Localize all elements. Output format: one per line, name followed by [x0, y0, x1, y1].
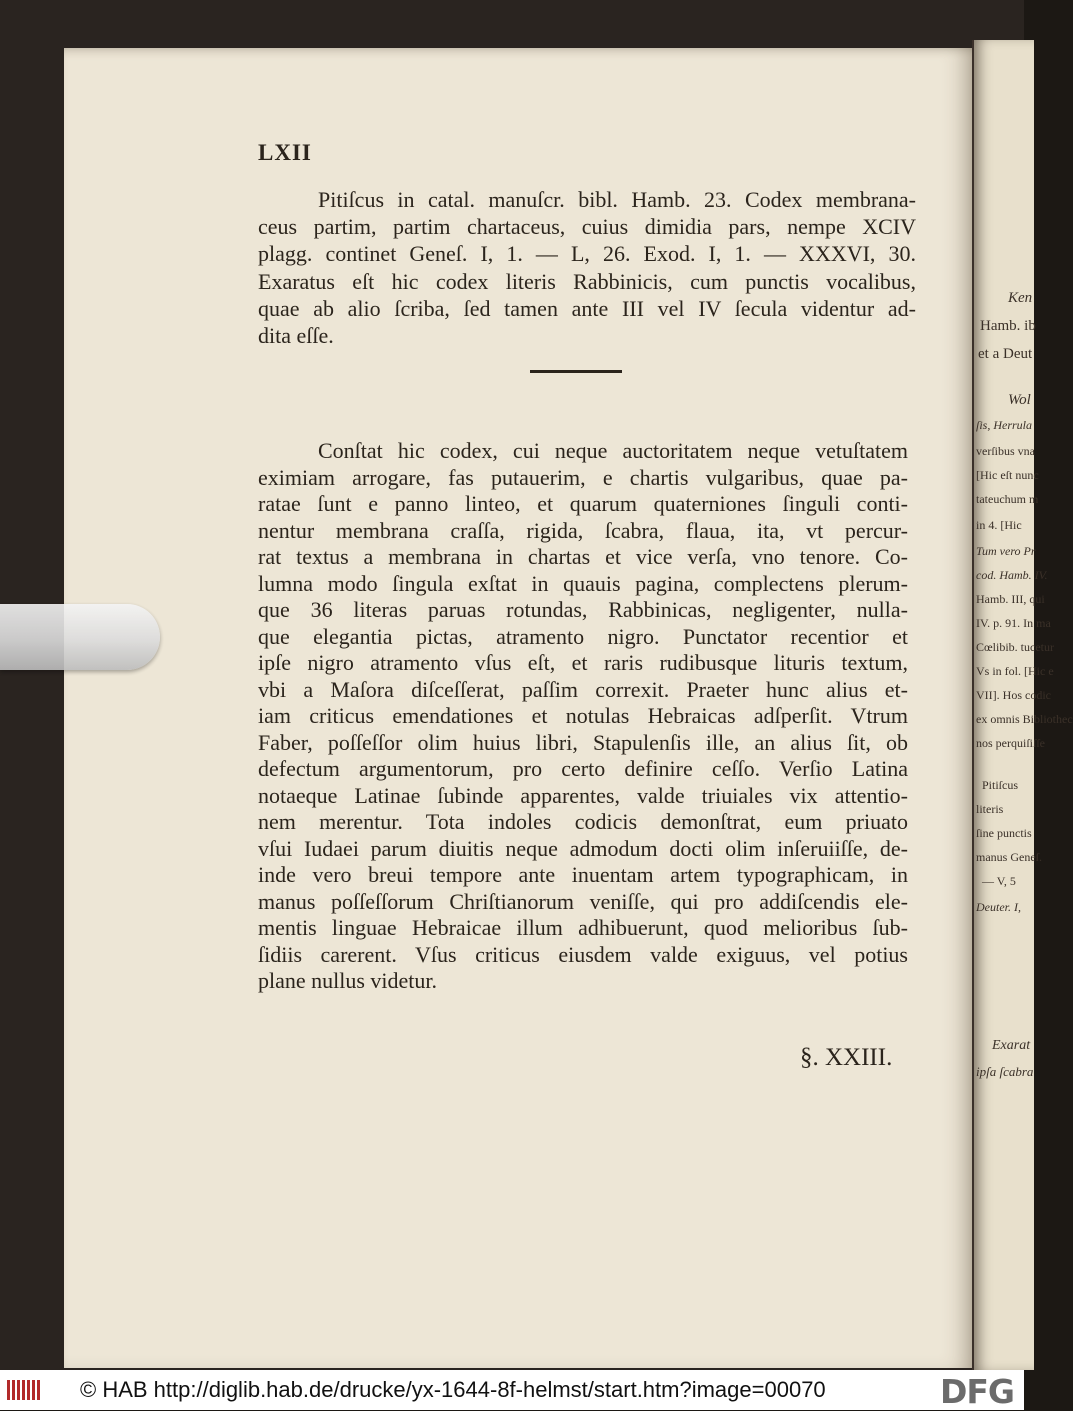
- text-line: ipſe nigro atramento vſus eſt, et raris rudibusque lituris textum,: [258, 650, 908, 675]
- facing-page-text: in 4. [Hic: [976, 518, 1022, 532]
- text-line: Faber, poſſeſſor olim huius libri, Stapulenſis ille, an alius ſit, ob: [258, 729, 908, 755]
- text-line: que elegantia pictas, atramento nigro. Punctator recentior et: [258, 623, 908, 649]
- facing-page-text: Vs in fol. [Hic e: [976, 664, 1054, 678]
- text-line: Exaratus eſt hic codex literis Rabbinicis, cum punctis vocalibus,: [258, 268, 916, 294]
- facing-page-text: ſine punctis: [976, 826, 1032, 840]
- text-line: Conſtat hic codex, cui neque auctoritatem neque vetuſtatem: [318, 438, 908, 463]
- text-line: plagg. continet Geneſ. I, 1. — L, 26. Exod. I, 1. — XXXVI, 30.: [258, 241, 916, 267]
- text-line: mentis linguae Hebraicae illum adhibuerunt, quod melioribus ſub-: [258, 915, 908, 940]
- facing-page-text: — V, 5: [982, 874, 1016, 888]
- dfg-logo: DFG: [940, 1372, 1015, 1411]
- text-line: inde vero breui tempore ante inuentam artem typographicam, in: [258, 862, 908, 887]
- facing-page-text: [Hic eſt nunc: [976, 468, 1039, 482]
- facing-page-text: manus Geneſ.: [976, 850, 1042, 864]
- facing-page-text: tateuchum m: [976, 492, 1039, 506]
- text-line: nem merentur. Tota indoles codicis demonſtrat, eum priuato: [258, 809, 908, 834]
- facing-page-text: Wol: [1008, 392, 1031, 408]
- hab-logo-icon: [6, 1378, 46, 1402]
- facing-page-text: ex omnis Bibliothec: [976, 712, 1073, 726]
- catchword: §. XXIII.: [800, 1044, 893, 1071]
- page-clip: [0, 604, 160, 670]
- text-line: vſui Iudaei parum diuitis neque admodum docti olim inſeruiiſſe, de-: [258, 835, 908, 861]
- facing-page-text: ipſa ſcabra: [976, 1064, 1034, 1079]
- text-line: nentur membrana craſſa, rigida, ſcabra, flaua, ita, vt percur-: [258, 517, 908, 543]
- text-line: que 36 literas paruas rotundas, Rabbinicas, negligenter, nulla-: [258, 597, 908, 622]
- facing-page-text: cod. Hamb. IV.: [976, 568, 1048, 582]
- text-line: plane nullus videtur.: [258, 968, 438, 993]
- text-line: iam criticus emendationes et notulas Hebraicas adſperſit. Vtrum: [258, 703, 908, 728]
- section-rule: [530, 370, 622, 373]
- text-line: rat textus a membrana in chartas et vice verſa, vno tenore. Co-: [258, 544, 908, 569]
- text-line: vbi a Maſora diſceſſerat, paſſim correxit. Praeter hunc alius et-: [258, 676, 908, 702]
- text-line: Pitiſcus in catal. manuſcr. bibl. Hamb. 23. Codex membrana-: [318, 187, 916, 212]
- facing-page: [972, 40, 1073, 1370]
- facing-page-text: Deuter. I,: [976, 900, 1021, 914]
- facing-page-text: verſibus vna: [976, 444, 1035, 458]
- text-line: defectum argumentorum, pro certo definire ceſſo. Verſio Latina: [258, 756, 908, 781]
- facing-page-text: Pitiſcus: [982, 778, 1019, 792]
- text-line: manus poſſeſſorum Chriſtianorum veniſſe, qui pro addiſcendis ele-: [258, 888, 908, 914]
- facing-page-text: Exarat: [992, 1038, 1031, 1053]
- facing-page-text: Hamb. ib: [980, 318, 1036, 334]
- facing-page-text: et a Deut: [978, 346, 1033, 362]
- facing-page-text: VII]. Hos codic: [976, 688, 1051, 702]
- facing-page-text: ſis, Herrula: [976, 418, 1033, 432]
- text-line: lumna modo ſingula exſtat in quauis pagina, complectens plerum-: [258, 570, 908, 596]
- page-folio: LXII: [258, 140, 312, 165]
- text-line: dita eſſe.: [258, 323, 334, 349]
- text-line: eximiam arrogare, fas putauerim, e chartis vulgaribus, quae pa-: [258, 464, 908, 490]
- text-line: ratae ſunt e panno linteo, et quarum quaterniones ſinguli conti-: [258, 491, 908, 516]
- facing-page-text: nos perquiſiſſe: [976, 736, 1045, 750]
- text-line: ceus partim, partim chartaceus, cuius dimidia pars, nempe XCIV: [258, 214, 916, 240]
- facing-page-text: IV. p. 91. In ma: [976, 616, 1051, 630]
- source-url[interactable]: © HAB http://diglib.hab.de/drucke/yx-1644-8f-helmst/start.htm?image=00070: [80, 1377, 826, 1402]
- facing-page-text: Hamb. III, qui: [976, 592, 1045, 606]
- text-line: quae ab alio ſcriba, ſed tamen ante III vel IV ſecula videntur ad-: [258, 295, 916, 321]
- paragraph-1: [258, 186, 916, 349]
- viewer-footer: [0, 1370, 1024, 1410]
- facing-page-text: Ken: [1008, 290, 1033, 306]
- paragraph-2: [258, 438, 908, 995]
- facing-page-text: Cœlibib. tucetur: [976, 640, 1054, 654]
- text-line: notaeque Latinae ſubinde apparentes, valde triuiales vix attentio-: [258, 782, 908, 808]
- facing-page-text: literis: [976, 802, 1004, 816]
- text-line: ſidiis carerent. Vſus criticus eiusdem valde exiguus, vel potius: [258, 941, 908, 967]
- facing-page-text: Tum vero Pr: [976, 544, 1036, 558]
